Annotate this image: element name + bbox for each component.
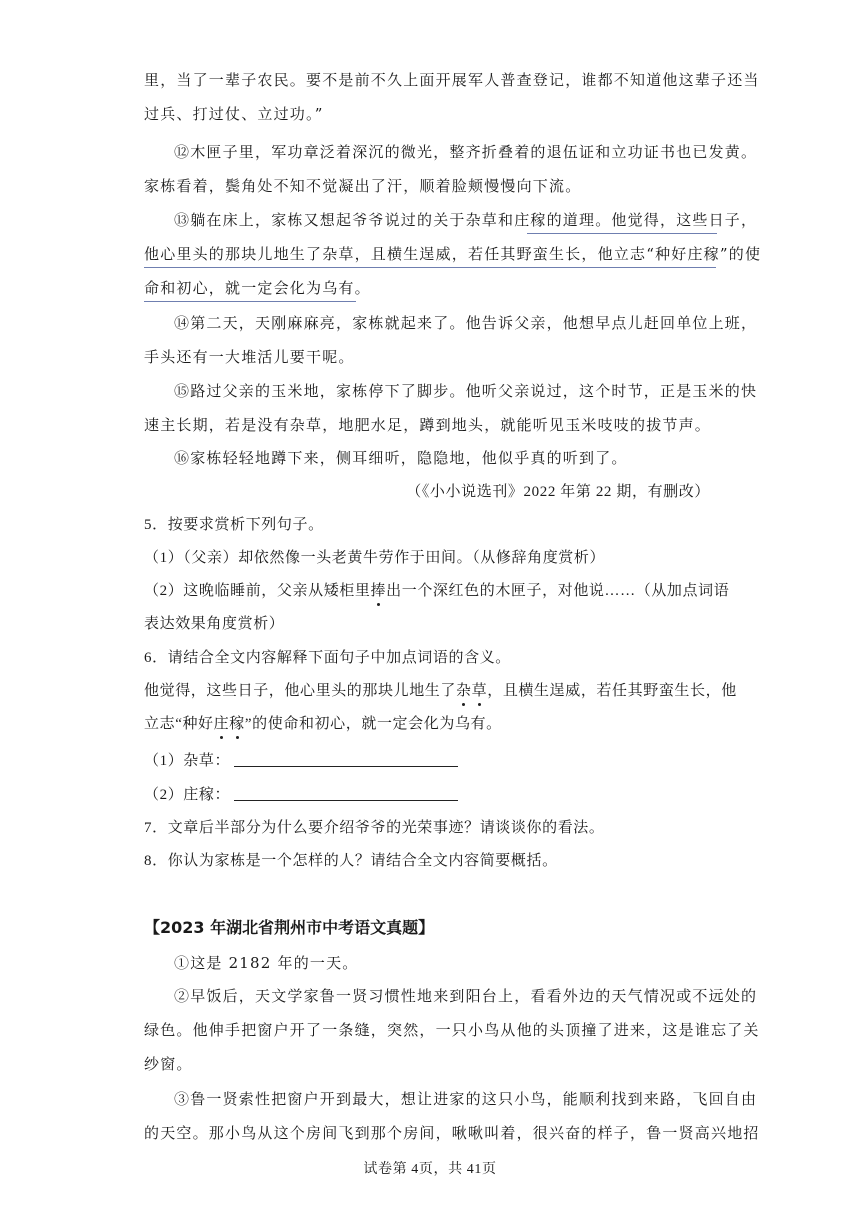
paragraph-12-line-1: ⑫木匣子里，军功章泛着深沉的微光，整齐折叠着的退伍证和立功证书也已发黄。 — [174, 143, 758, 161]
paragraph-13-line-3: 命和初心，就一定会化为乌有。 — [144, 279, 371, 297]
question-8: 8．你认为家栋是一个怎样的人？请结合全文内容简要概括。 — [144, 853, 558, 869]
paragraph-15-line-1: ⑮路过父亲的玉米地，家栋停下了脚步。他听父亲说过，这个时节，正是玉米的快 — [174, 382, 758, 400]
section-heading: 【2023 年湖北省荆州市中考语文真题】 — [144, 918, 435, 937]
question-5-2-line-2: 表达效果角度赏析） — [144, 616, 285, 632]
wavy-underline-2 — [144, 267, 716, 268]
paragraph-12-line-2: 家栋看着，鬓角处不知不觉凝出了汗，顺着脸颊慢慢向下流。 — [144, 177, 582, 195]
paragraph-14-line-2: 手头还有一大堆活儿要干呢。 — [144, 348, 355, 366]
paragraph-11-line-2: 过兵、打过仗、立过功。” — [144, 105, 324, 123]
answer-blank-1[interactable] — [234, 752, 458, 767]
question-7: 7．文章后半部分为什么要介绍爷爷的光荣事迹？请谈谈你的看法。 — [144, 820, 605, 836]
wavy-underline-3 — [144, 301, 356, 302]
paragraph-15-line-2: 速主长期，若是没有杂草，地肥水足，蹲到地头，就能听见玉米吱吱的拔节声。 — [144, 416, 712, 434]
s2-paragraph-2-line-1: ②早饭后，天文学家鲁一贤习惯性地来到阳台上，看看外边的天气情况或不远处的 — [174, 987, 758, 1005]
dotted-char-zhuang: 庄 — [213, 716, 230, 732]
question-5: 5．按要求赏析下列句子。 — [144, 517, 324, 533]
s2-paragraph-3-line-2: 的天空。那小鸟从这个房间飞到那个房间，啾啾叫着，很兴奋的样子，鲁一贤高兴地招 — [144, 1124, 760, 1142]
question-5-2-line-1: （2）这晚临睡前，父亲从矮柜里捧出一个深红色的木匣子，对他说……（从加点词语 — [144, 583, 730, 599]
s2-paragraph-1: ①这是 2182 年的一天。 — [174, 954, 359, 972]
question-6: 6．请结合全文内容解释下面句子中加点词语的含义。 — [144, 650, 511, 666]
wavy-underline-1 — [527, 233, 717, 234]
dotted-word-peng: 捧 — [370, 583, 387, 599]
s2-paragraph-2-line-2: 绿色。他伸手把窗户开了一条缝，突然，一只小鸟从他的头顶撞了进来，这是谁忘了关 — [144, 1021, 760, 1039]
question-6-sentence-line-2: 立志“种好庄稼”的使命和初心，就一定会化为乌有。 — [144, 716, 502, 732]
s2-paragraph-3-line-1: ③鲁一贤索性把窗户开到最大，想让进家的这只小鸟，能顺利找到来路，飞回自由 — [174, 1090, 758, 1108]
dotted-char-cao: 草 — [471, 683, 488, 699]
source-citation: （《小小说选刊》2022 年第 22 期，有删改） — [406, 484, 710, 500]
dotted-char-za: 杂 — [456, 683, 472, 699]
paragraph-11-line-1: 里，当了一辈子农民。要不是前不久上面开展军人普查登记，谁都不知道他这辈子还当 — [144, 71, 760, 89]
s2-paragraph-2-line-3: 纱窗。 — [144, 1055, 193, 1073]
dotted-char-jia: 稼 — [229, 716, 245, 732]
question-6-2: （2）庄稼： — [144, 785, 724, 805]
question-6-1: （1）杂草： — [144, 751, 724, 771]
paragraph-16-line-1: ⑯家栋轻轻地蹲下来，侧耳细听，隐隐地，他似乎真的听到了。 — [174, 449, 628, 467]
paragraph-14-line-1: ⑭第二天，天刚麻麻亮，家栋就起来了。他告诉父亲，他想早点儿赶回单位上班， — [174, 314, 758, 332]
paragraph-13-line-2: 他心里头的那块儿地生了杂草，且横生逞威，若任其野蛮生长，他立志“种好庄稼”的使 — [144, 245, 762, 263]
answer-blank-2[interactable] — [234, 786, 458, 801]
paragraph-13-line-1: ⑬躺在床上，家栋又想起爷爷说过的关于杂草和庄稼的道理。他觉得，这些日子， — [174, 211, 758, 229]
question-5-1: （1）（父亲）却依然像一头老黄牛劳作于田间。（从修辞角度赏析） — [144, 550, 606, 566]
question-6-sentence-line-1: 他觉得，这些日子，他心里头的那块儿地生了杂草，且横生逞威，若任其野蛮生长，他 — [144, 683, 737, 699]
page-footer: 试卷第 4页，共 41页 — [363, 1162, 497, 1177]
